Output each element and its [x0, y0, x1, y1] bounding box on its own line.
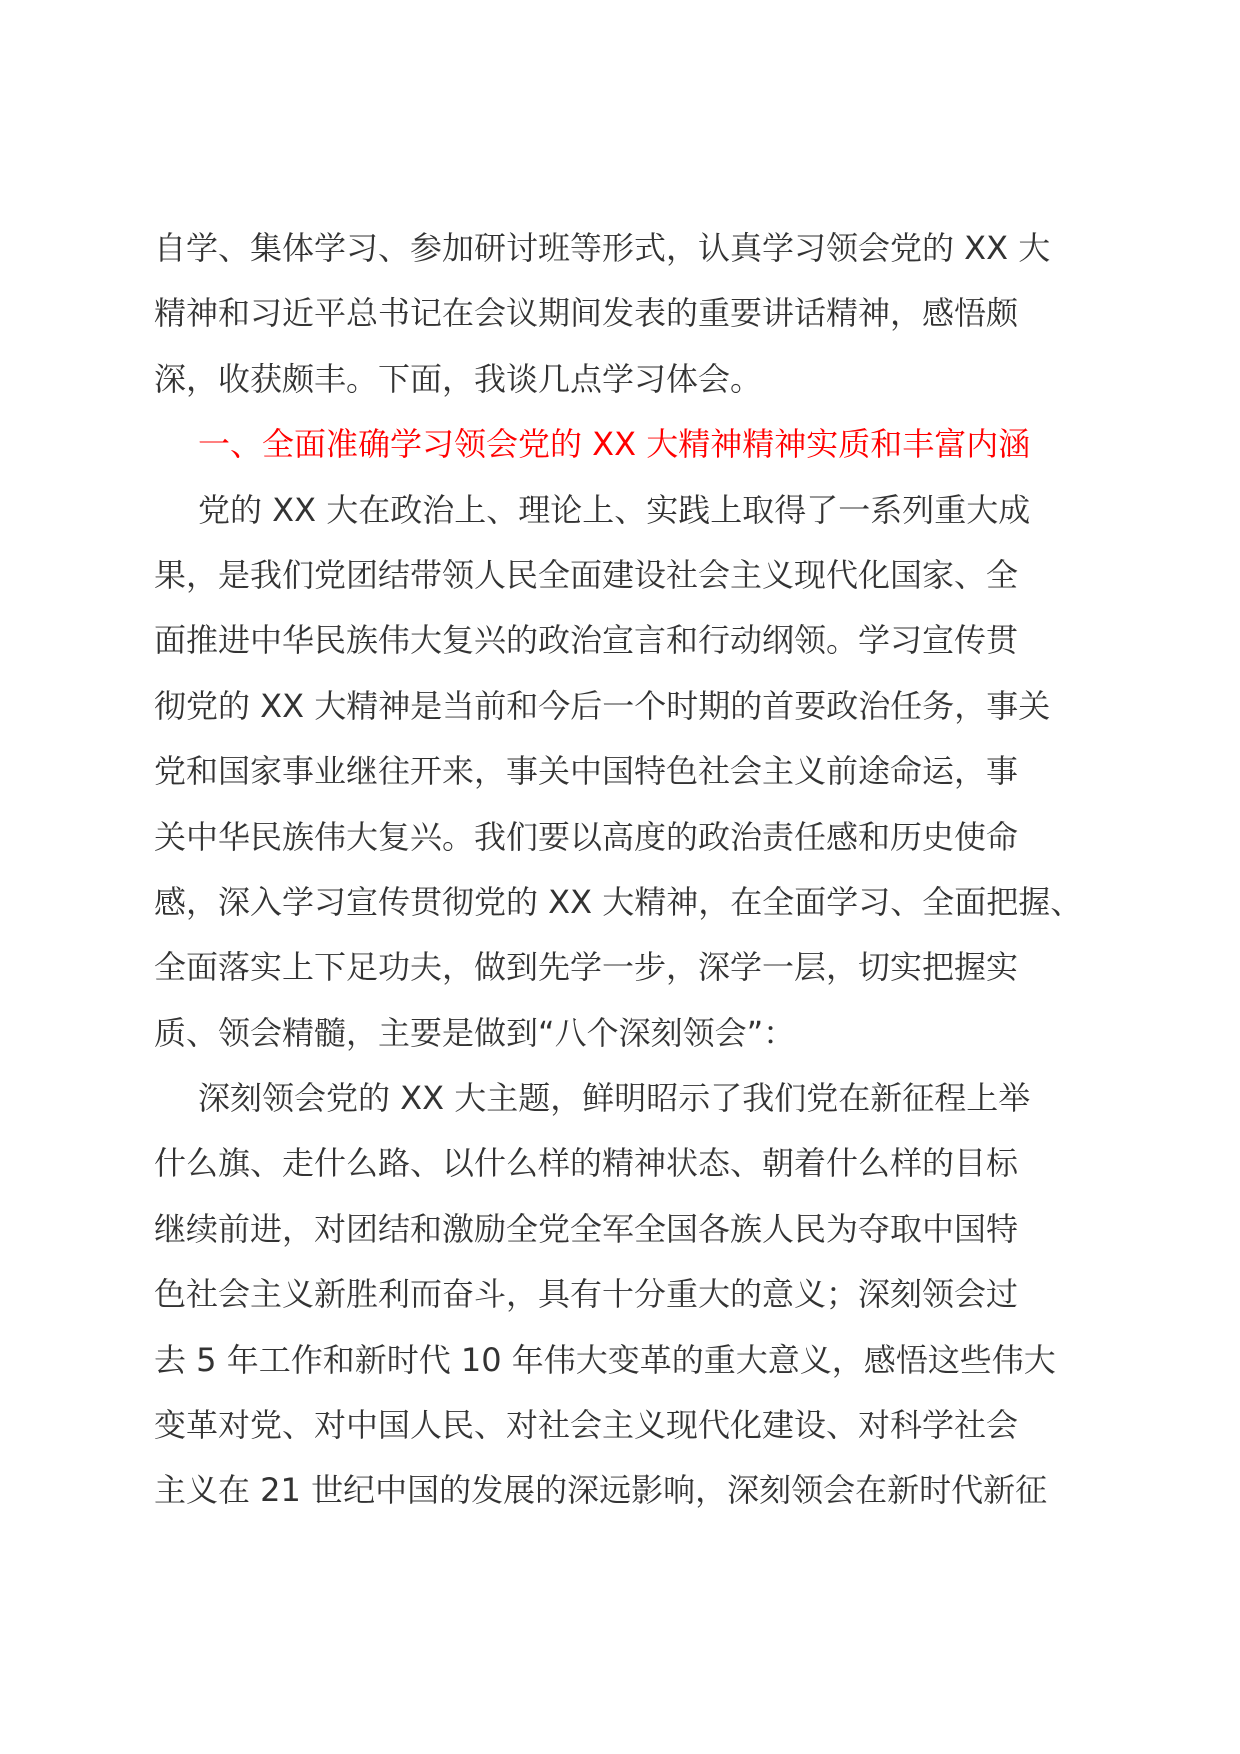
text-line: 色社会主义新胜利而奋斗，具有十分重大的意义；深刻领会过 — [154, 1275, 1019, 1314]
text-line: 质、领会精髓，主要是做到“八个深刻领会”： — [154, 1013, 796, 1052]
text-line: 感，深入学习宣传贯彻党的 XX 大精神，在全面学习、全面把握、 — [154, 882, 1083, 921]
text-line: 自学、集体学习、参加研讨班等形式，认真学习领会党的 XX 大 — [154, 229, 1051, 267]
paragraph-start-line: 党的 XX 大在政治上、理论上、实践上取得了一系列重大成 — [198, 490, 1031, 529]
text-line: 面推进中华民族伟大复兴的政治宣言和行动纲领。学习宣传贯 — [154, 621, 1019, 660]
section-heading: 一、全面准确学习领会党的 XX 大精神精神实质和丰富内涵 — [198, 425, 1031, 464]
text-line: 果，是我们党团结带领人民全面建设社会主义现代化国家、全 — [154, 555, 1019, 594]
text-line: 深，收获颇丰。下面，我谈几点学习体会。 — [154, 359, 763, 398]
text-line: 关中华民族伟大复兴。我们要以高度的政治责任感和历史使命 — [154, 817, 1019, 856]
text-line: 去 5 年工作和新时代 10 年伟大变革的重大意义，感悟这些伟大 — [154, 1340, 1056, 1379]
text-line: 全面落实上下足功夫，做到先学一步，深学一层，切实把握实 — [154, 948, 1019, 987]
paragraph-start-line: 深刻领会党的 XX 大主题，鲜明昭示了我们党在新征程上举 — [198, 1079, 1031, 1118]
text-line: 主义在 21 世纪中国的发展的深远影响，深刻领会在新时代新征 — [154, 1471, 1048, 1510]
text-line: 继续前进，对团结和激励全党全军全国各族人民为夺取中国特 — [154, 1209, 1019, 1248]
text-line: 党和国家事业继往开来，事关中国特色社会主义前途命运，事 — [154, 752, 1019, 791]
document-body — [154, 216, 1104, 1524]
text-line: 变革对党、对中国人民、对社会主义现代化建设、对科学社会 — [154, 1406, 1019, 1445]
text-line: 什么旗、走什么路、以什么样的精神状态、朝着什么样的目标 — [154, 1144, 1019, 1183]
text-line: 精神和习近平总书记在会议期间发表的重要讲话精神，感悟颇 — [154, 294, 1019, 333]
text-line: 彻党的 XX 大精神是当前和今后一个时期的首要政治任务，事关 — [154, 686, 1051, 725]
